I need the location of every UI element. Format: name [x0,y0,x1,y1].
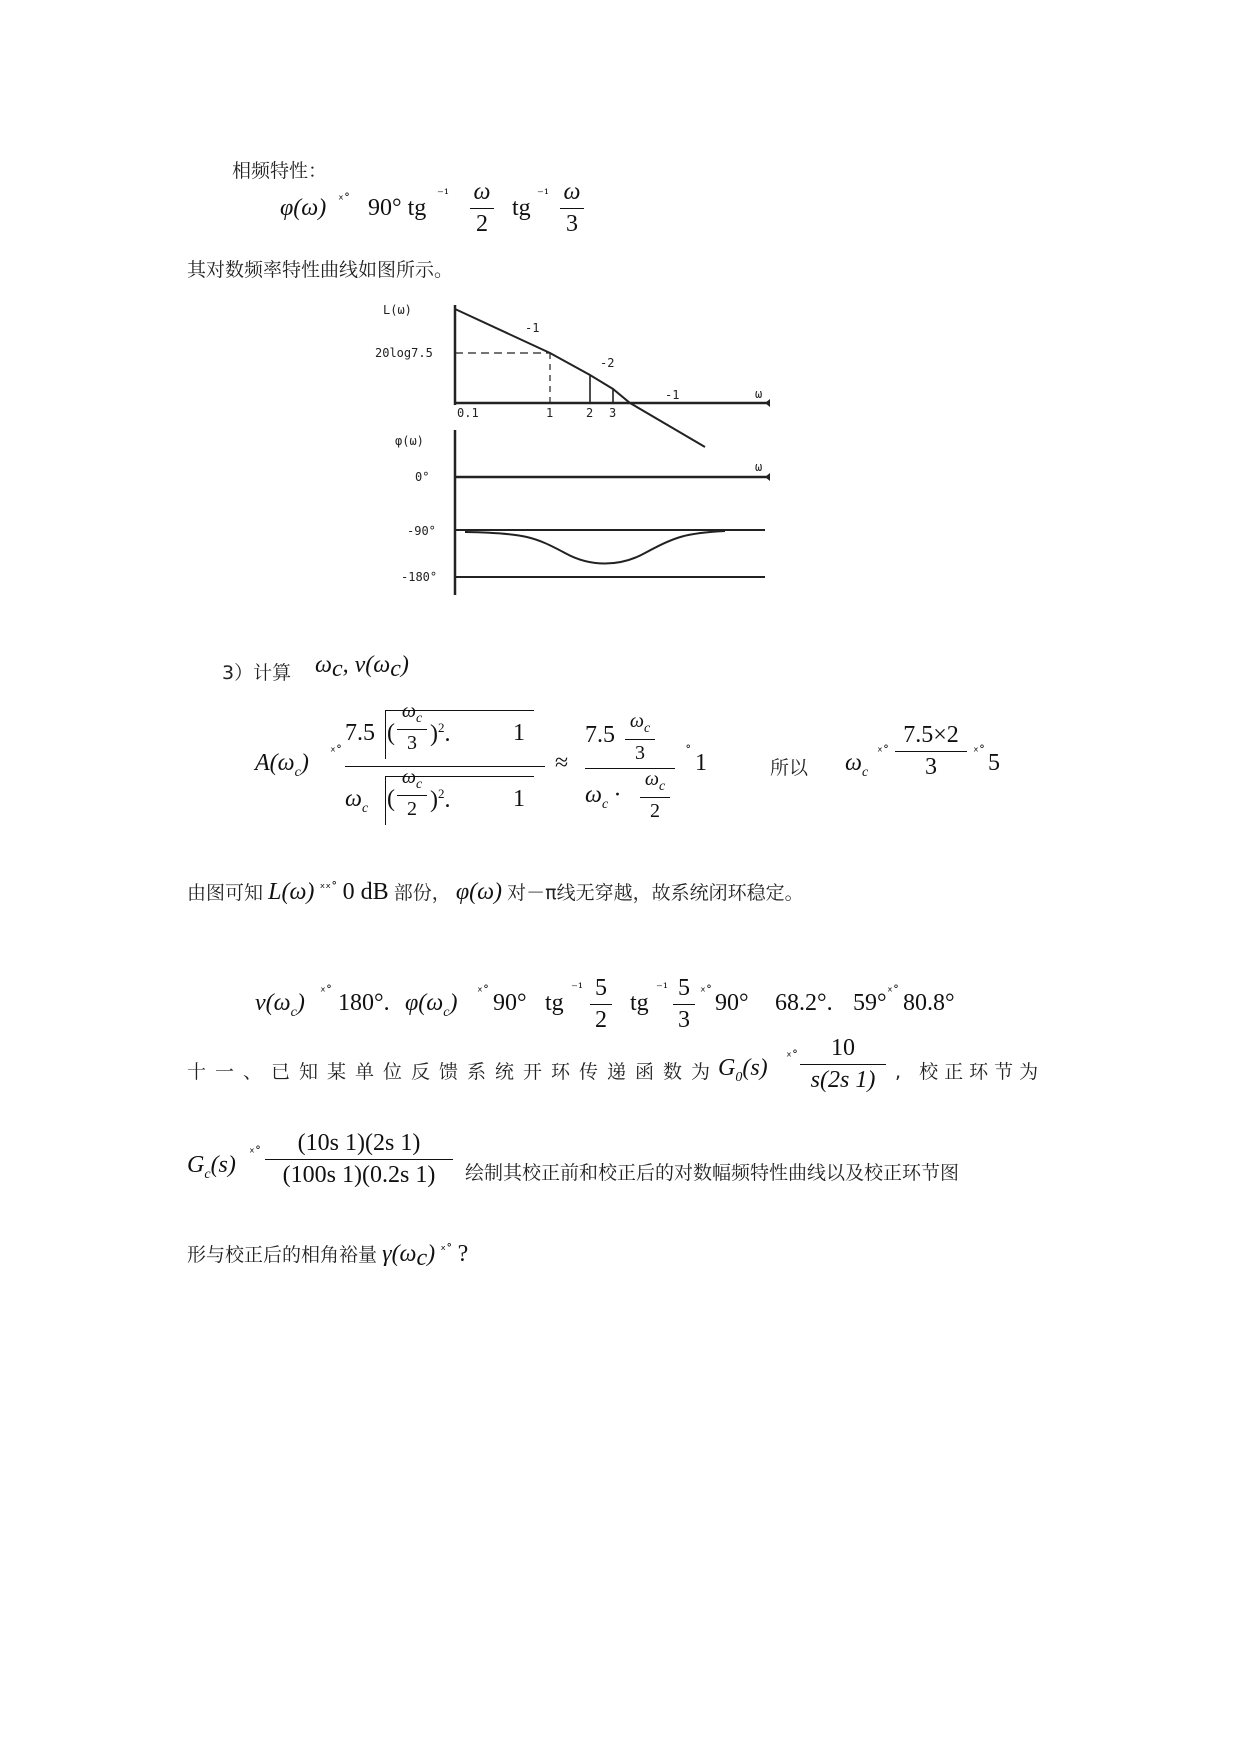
stability-line: 由图可知 L(ω) $^{ˣˣ˚}$ 0 dB 部份， φ(ω) 对－π线无穿越，故系统闭环稳定。 [187,879,804,905]
wc-result: 5 [988,750,1000,776]
mag-axis-label: L(ω) [383,303,412,317]
approx-sign: ≈ [555,750,569,776]
slope-label: -2 [600,356,615,370]
problem11-tail: 绘制其校正前和校正后的对数幅频特性曲线以及校正环节图 [465,1162,960,1184]
wc-fraction: 7.5×2 3 [895,722,967,781]
mag-level-label: 20log7.5 [375,346,433,360]
phase-level-0: 0° [415,470,430,484]
x-tick-label: 0.1 [457,406,479,420]
slope-label: -1 [525,321,540,335]
phase-heading: 相频特性： [232,160,328,182]
slope-label: -1 [665,388,680,402]
omega-label: ω [755,387,763,401]
step3-label: 3）计算 [222,662,292,684]
garbled-glyph: ˣ˚ [877,745,890,760]
phase-level-m180: -180° [401,570,438,584]
garbled-glyph: ˣ˚ [973,745,986,760]
phase-axis-label: φ(ω) [395,434,424,448]
bode-figure [375,295,775,625]
inv-sup-2: ⁻¹ [537,187,550,202]
mag-x-arrow [765,399,770,407]
amplitude-equation: $A(\omega_c)$ ˣ˚ 7.5 $\omega_c$ 3 )$^2$. ( 1 $\omega_c$ $\omega_c$ 2 ( )$^2$. 1 ≈ 7.5 $\omega_c$ 3 $\omega_c$ · $\omega_c$ 2 ˚ 1 所以 $\omega_c$ ˣ˚ 7.5×2 3 ˣ˚ [255,700,955,830]
gc-expression: $G_c(s)$ ˣ˚ (10s 1)(2s 1) (100s 1)(0.2s 1) [187,1130,477,1200]
phase-level-m90: -90° [407,524,436,538]
x-tick-label: 3 [609,406,617,420]
problem11-last-line: 形与校正后的相角裕量 $\gamma(\omega_c)$ $^{ˣ˚}$ ? [187,1241,469,1272]
amp-lhs: $A(\omega_c)$ [255,750,309,780]
so-text: 所以 [770,757,809,779]
phase-lhs: φ(ω) [280,195,327,221]
phase-tg2: tg [512,195,531,221]
equals-one: 1 [695,750,707,776]
inv-sup: ⁻¹ [437,187,450,202]
garbled-glyph: ˣ˚ [338,193,351,208]
bode-caption: 其对数频率特性曲线如图所示。 [187,259,454,281]
step3-vars: $\omega_c$, $v(\omega_c)$ [315,652,409,683]
garbled-glyph: ˚ [685,745,692,760]
frac-omega-2: ω 2 [470,179,494,238]
problem11-prefix: 十一、已知某单位反馈系统开环传递函数为 [187,1061,720,1083]
phase-term: 90° tg [368,195,427,221]
phase-x-arrow [765,473,770,481]
g0-expression: $G_0(s)$ ˣ˚ 10 s(2s 1) [718,1035,898,1105]
x-tick-label: 2 [586,406,594,420]
phase-curve [465,531,725,564]
frac-omega-3: ω 3 [560,179,584,238]
x-tick-label: 1 [546,406,554,420]
magnitude-curve [455,309,705,447]
garbled-glyph: ˣ˚ [330,745,343,760]
omega-label-phase: ω [755,460,763,474]
problem11-mid: , 校正环节为 [895,1061,1045,1083]
phase-margin-equation: $v(\omega_c)$ ˣ˚ 180°. $\varphi(\omega_c)$ ˣ˚ 90° tg ⁻¹ 5 2 tg ⁻¹ 5 3 ˣ˚ 90° 68.2°. 59° ˣ˚ 80.8° [255,975,955,1033]
wc-symbol: $\omega_c$ [845,750,869,780]
